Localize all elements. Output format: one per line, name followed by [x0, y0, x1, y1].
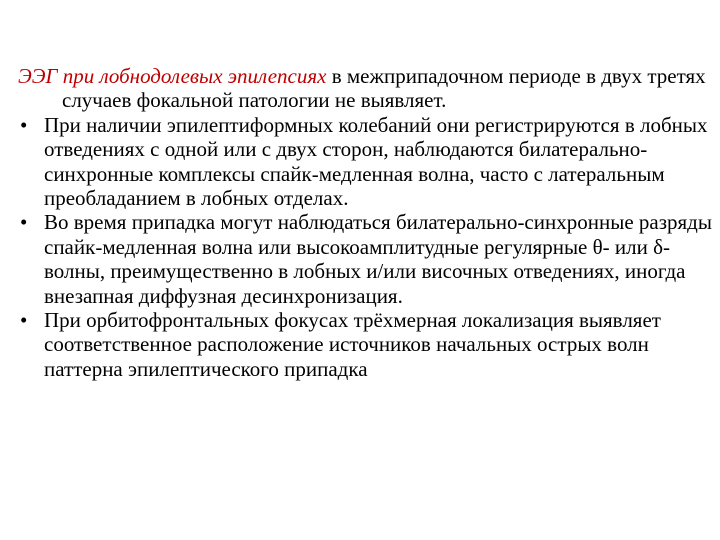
- bullet-text-1: При наличии эпилептиформных колебаний они регистрируются в лобных отведениях с одной или с двух сторон, наблюдаются билатерально-синхронные комплексы спайк-медленная волна, часто с латеральным преобладанием в лобных отделах.: [44, 112, 708, 211]
- intro-paragraph: [18, 64, 718, 113]
- intro-text: в межприпадочном периоде в двух третях случаев фокальной патологии не выявляет.: [62, 64, 706, 113]
- bullet-marker: •: [20, 308, 28, 333]
- bullet-text-3: При орбитофронтальных фокусах трёхмерная локализация выявляет соответственное расположение источников начальных острых волн паттерна эпилептического припадка: [44, 308, 661, 381]
- slide-body: [18, 64, 718, 381]
- bullet-marker: •: [20, 210, 28, 235]
- bullet-list: [18, 113, 718, 381]
- bullet-item-3: [18, 308, 718, 381]
- intro-highlight: ЭЭГ при лобнодолевых эпилепсиях: [18, 64, 327, 88]
- bullet-text-2: Во время припадка могут наблюдаться билатерально-синхронные разряды спайк-медленная волна или высокоамплитудные регулярные θ- или δ-волны, преимущественно в лобных и/или височных отведениях, иногда внезапная диффузная десинхронизация.: [44, 210, 712, 308]
- bullet-item-1: [18, 113, 718, 211]
- bullet-marker: •: [20, 112, 28, 137]
- bullet-item-2: [18, 210, 718, 308]
